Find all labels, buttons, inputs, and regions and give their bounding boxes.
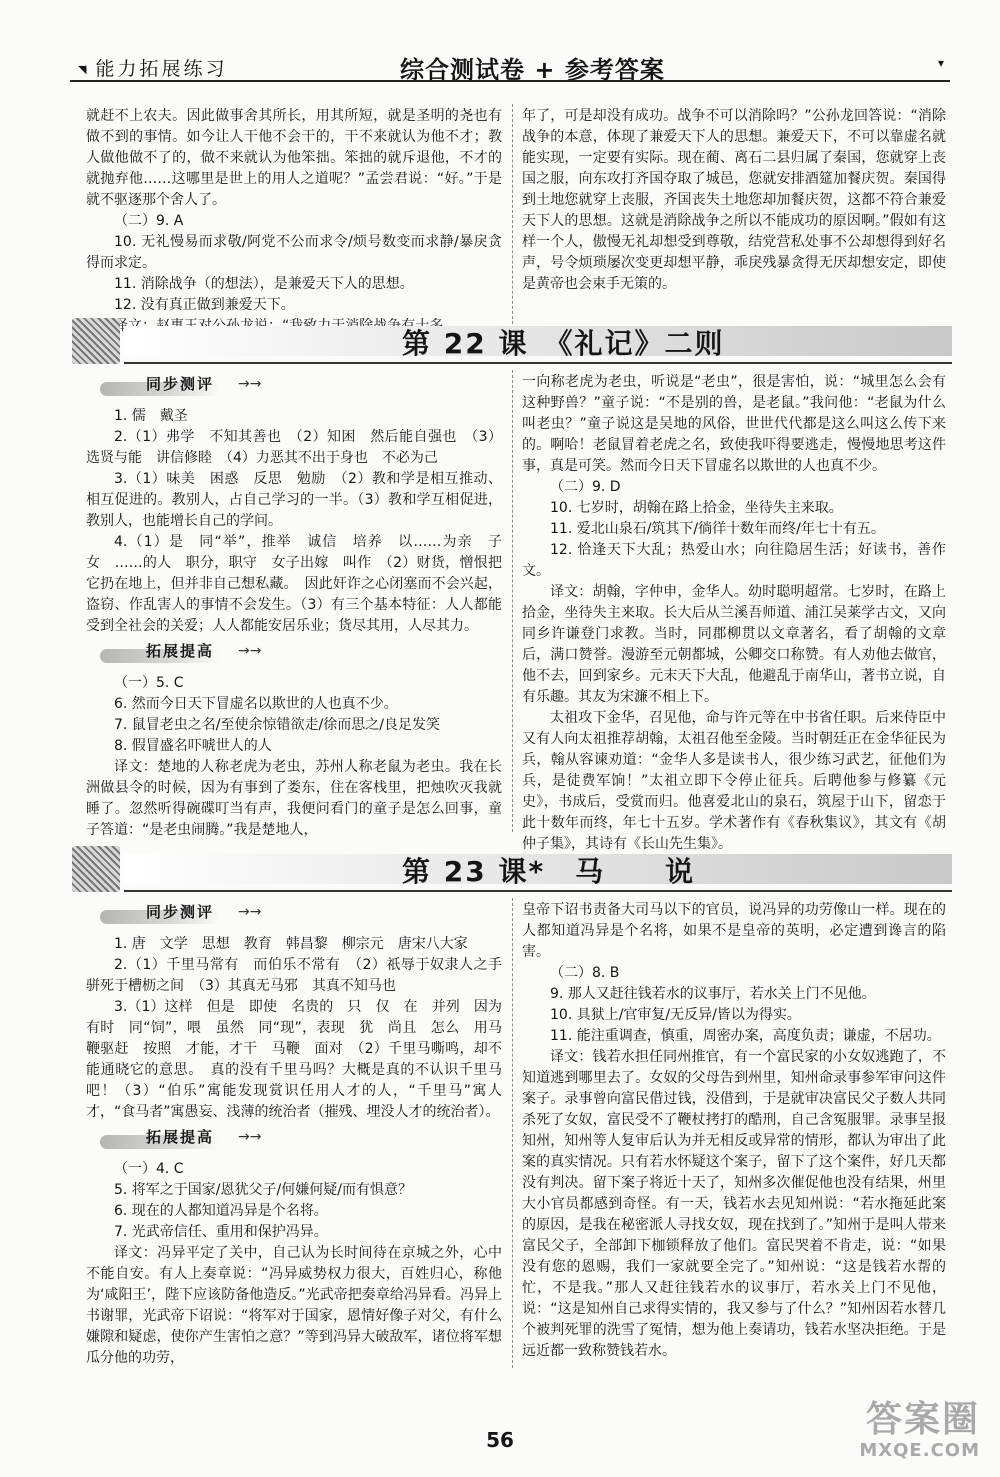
text-paragraph: 皇帝下诏书责备大司马以下的官员，说冯异的功劳像山一样。现在的人都知道冯异是个名将，如果不是皇帝的英明，必定遭到谗言的陷害。	[522, 902, 946, 960]
section-label-sync	[86, 372, 502, 402]
lesson-23-right-column	[522, 900, 946, 1362]
top-left-column	[86, 106, 502, 337]
text-paragraph: 2.（1）弗学 不知其善也 （2）知困 然后能自强也 （3）选贤与能 讲信修睦 （4）力恶其不出于身也 不必为己	[86, 429, 502, 466]
text-paragraph: 11. 能注重调查，慎重，周密办案，高度负责；谦虚，不居功。	[550, 1028, 941, 1044]
arrow-icon: →→	[238, 376, 262, 392]
text-paragraph: 6. 然而今日天下冒虚名以欺世的人也真不少。	[114, 696, 398, 712]
text-paragraph: 7. 鼠冒老虫之名/至使余惊错欲走/徐而思之/良足发笑	[114, 717, 440, 733]
lesson-22-title: 第 22 课 《礼记》二则	[402, 327, 725, 360]
section-label-expand	[86, 639, 502, 669]
page-header	[70, 48, 950, 82]
banner-rule	[124, 362, 952, 364]
text-paragraph: 1. 儒 戴圣	[114, 408, 188, 424]
text-paragraph: 5. 将军之于国家/恩犹父子/何嫌何疑/而有惧意？	[114, 1182, 412, 1198]
banner-ornament	[72, 846, 120, 892]
column-divider	[512, 370, 513, 832]
column-divider	[512, 898, 513, 1368]
text-paragraph: 10. 七岁时，胡翰在路上拾金，坐待失主来取。	[550, 500, 843, 516]
text-paragraph: 就赶不上农夫。因此做事舍其所长，用其所短，就是圣明的尧也有做不到的事情。如今让人干他不会干的，干不来就认为他不才；教人做他做不了的，做不来就认为他笨拙。笨拙的就斥退他，不才的就抛弃他……这哪里是世上的用人之道呢？”孟尝君说：“好。”于是就不驱逐那个舍人了。	[86, 108, 502, 208]
lesson-23-left-column	[86, 898, 516, 1369]
text-paragraph: 太祖攻下金华，召见他，命与许元等在中书省任职。后来侍臣中又有人向太祖推荐胡翰，太祖召他至金陵。当时朝廷正在金华征民为兵，翰从容谏劝道：“金华人多是读书人，很少练习武艺，征他们为兵，是徒费军饷！”太祖立即下令停止征兵。后聘他参与修纂《元史》，书成后，受赏而归。他喜爱北山的泉石，筑屋于山下，留恋于此十数年而终，年七十五岁。学术著作有《春秋集议》，其文有《胡仲子集》，其诗有《长山先生集》。	[522, 710, 946, 852]
text-paragraph: 12. 没有真正做到兼爱天下。	[114, 297, 295, 313]
text-paragraph: 1. 唐 文学 思想 教育 韩昌黎 柳宗元 唐宋八大家	[114, 936, 468, 952]
text-paragraph: 3.（1）这样 但是 即使 名贵的 只 仅 在 并列 因为 有时 同“饲”，喂 虽然 同“现”，表现 犹 尚且 怎么 用马鞭驱赶 按照 才能，才干 马鞭 面对 （2）千里马嘶鸣，却不能通晓它的意思。 真的没有千里马吗？大概是真的不认识千里马吧！（3）“伯乐”寓能发现赏识任用人才的人，“千里马”寓人才，“食马者”寓愚妄、浅薄的统治者（摧残、埋没人才的统治者）。	[86, 999, 516, 1120]
arrow-icon: →→	[238, 1129, 262, 1145]
text-paragraph: 一向称老虎为老虫，听说是“老虫”，很是害怕，说：“城里怎么会有这种野兽？”童子说：“不是别的兽，是老鼠。”我问他：“老鼠为什么叫老虫？”童子说这是吴地的风俗，世世代代都是这么叫这么传下来的。啊哈！老鼠冒着老虎之名，致使我吓得要逃走，慢慢地思考这件事，真是可笑。然而今日天下冒虚名以欺世的人也真不少。	[522, 374, 946, 474]
top-right-column	[522, 106, 946, 295]
text-paragraph: 10. 无礼慢易而求敬/阿党不公而求令/烦号数变而求静/暴戾贪得而求定。	[86, 234, 502, 271]
text-paragraph: （一）4. C	[114, 1161, 184, 1177]
section-label-text: 拓展提高	[146, 1128, 215, 1146]
header-rule	[70, 80, 950, 82]
text-paragraph: 译文：胡翰，字仲申，金华人。幼时聪明超常。七岁时，在路上拾金，坐待失主来取。长大后从兰溪吾师道、浦江吴莱学古文，又向同乡许谦登门求教。当时，同郡柳贯以文章著名，看了胡翰的文章后，满口赞誉。漫游至元朝都城，公卿交口称赞。有人劝他去做官，他不去，回到家乡。元末天下大乱，他避乱于南华山，著书立说，自有乐趣。其友为宋濂不相上下。	[522, 584, 946, 705]
section-label-text: 拓展提高	[146, 642, 215, 660]
text-paragraph: （一）5. C	[114, 675, 184, 691]
lesson-22-banner	[72, 318, 952, 364]
header-section-title: 综合测试卷 + 参考答案	[400, 56, 665, 84]
header-corner-mark: ▾	[937, 56, 944, 70]
lesson-22-left-column	[86, 370, 502, 841]
text-paragraph: 8. 假冒盛名吓唬世人的人	[114, 738, 272, 754]
arrow-icon: →→	[238, 643, 262, 659]
text-paragraph: （二）8. B	[550, 965, 620, 981]
text-paragraph: （二）9. A	[114, 213, 184, 229]
text-paragraph: （二）9. D	[550, 479, 621, 495]
banner-ornament	[72, 318, 120, 364]
lesson-23-title: 第 23 课* 马 说	[402, 855, 696, 888]
text-paragraph: 年了，可是却没有成功。战争不可以消除吗？”公孙龙回答说：“消除战争的本意，体现了兼爱天下人的思想。兼爱天下，不可以靠虚名就能实现，一定要有实际。现在蔺、离石二县归属了秦国，您就穿上丧国之服，向东攻打齐国夺取了城邑，您就安排酒筵加餐庆贺。秦国得到土地您就穿上丧服，齐国丧失土地您却加餐庆贺，这都不符合兼爱天下人的思想。这就是消除战争之所以不能成功的原因啊。”假如有这样一个人，傲慢无礼却想受到尊敬，结党营私处事不公却想得到好名声，号令烦琐屡次变更却想平静，乖戾残暴贪得无厌却想安定，即使是黄帝也会束手无策的。	[522, 108, 946, 292]
lesson-22-right-column	[522, 372, 946, 855]
text-paragraph: 4.（1）是 同“举”，推举 诚信 培养 以……为亲 子女 ……的人 职分，职守 女子出嫁 叫作 （2）财货，憎恨把它扔在地上，但并非自己想私藏。 因此奸诈之心闭塞而不会兴起，盗窃、作乱害人的事情不会发生。（3）有三个基本特征：人人都能受到全社会的关爱；人人都能安居乐业；货尽其用，人尽其力。	[86, 534, 502, 634]
text-paragraph: 译文：楚地的人称老虎为老虫，苏州人称老鼠为老虫。我在长洲做县令的时候，因为有事到了娄东，住在客栈里，把烛吹灭我就睡了。忽然听得碗碟叮当有声，我便问看门的童子是怎么回事，童子答道：“是老虫闹腾。”我是楚地人，	[86, 759, 502, 838]
banner-rule	[124, 890, 952, 892]
lesson-23-banner	[72, 846, 952, 892]
text-paragraph: 2.（1）千里马常有 而伯乐不常有 （2）祇辱于奴隶人之手 骈死于槽枥之间 （3）其真无马邪 其真不知马也	[86, 957, 516, 994]
arrow-icon: →→	[238, 904, 262, 920]
text-paragraph: 3.（1）味美 困惑 反思 勉励 （2）教和学是相互推动、相互促进的。教别人，占自己学习的一半。（3）教和学互相促进，教别人，也能增长自己的学问。	[86, 471, 502, 529]
text-paragraph: 12. 恰逢天下大乱；热爱山水；向往隐居生活；好读书，善作文。	[522, 542, 946, 579]
watermark-text: 答案圈	[865, 1399, 980, 1440]
watermark-logo	[830, 1400, 980, 1470]
section-label-sync	[86, 900, 502, 930]
text-paragraph: 10. 具狱上/官审复/无反异/皆以为得实。	[550, 1007, 801, 1023]
section-label-expand	[86, 1125, 502, 1155]
watermark-url: MXQE.COM	[859, 1440, 980, 1461]
section-label-text: 同步测评	[146, 375, 215, 393]
text-paragraph: 译文：钱若水担任同州推官，有一个富民家的小女奴逃跑了，不知道逃到哪里去了。女奴的父母告到州里，知州命录事参军审问这件案子。录事曾向富民借过钱，没借到，于是就审决富民父子数人共同杀死了女奴，富民受不了鞭杖拷打的酷刑，自己含冤服罪。录事呈报知州，知州等人复审后认为并无相反或异常的情形，都认为审出了此案的真实情况。只有若水怀疑这个案子，留下了这个案件，好几天都没有判决。留下案子将近十天了，知州多次催促他也没有结果，州里大小官员都感到奇怪。有一天，钱若水去见知州说：“若水拖延此案的原因，是我在秘密派人寻找女奴，现在找到了。”知州于是叫人带来富民父子，全部卸下枷锁释放了他们。富民哭着不肯走，说：“如果没有您的恩赐，我们一家就要全完了。”知州说：“这是钱若水帮的忙，不是我。”那人又赶往钱若水的议事厅，若水关上门不见他，说：“这是知州自己求得实情的，我又参与了什么？”知州因若水替几个被判死罪的洗雪了冤情，想为他上奏请功，钱若水坚决拒绝。于是远近都一致称赞钱若水。	[522, 1049, 946, 1359]
text-paragraph: 6. 现在的人都知道冯异是个名将。	[114, 1203, 328, 1219]
page-number: 56	[486, 1428, 514, 1452]
text-paragraph: 7. 光武帝信任、重用和保护冯异。	[114, 1224, 328, 1240]
text-paragraph: 9. 那人又赶往钱若水的议事厅，若水关上门不见他。	[550, 986, 876, 1002]
text-paragraph: 译文：冯异平定了关中，自己认为长时间待在京城之外，心中不能自安。有人上奏章说：“冯异威势权力很大，百姓归心，称他为‘咸阳王’，陛下应该防备他造反。”光武帝把奏章给冯异看。冯异上书谢罪，光武帝下诏说：“将军对于国家，恩情好像子对父，有什么嫌隙和疑虑，使你产生害怕之意？”等到冯异大破敌军，诸位将军想瓜分他的功劳，	[86, 1245, 502, 1366]
text-paragraph: 11. 爱北山泉石/筑其下/徜徉十数年而终/年七十有五。	[550, 521, 885, 537]
text-paragraph: 11. 消除战争（的想法），是兼爱天下人的思想。	[114, 276, 414, 292]
section-label-text: 同步测评	[146, 903, 215, 921]
header-book-title: ◥ 能力拓展练习	[78, 54, 227, 81]
column-divider	[512, 104, 513, 324]
